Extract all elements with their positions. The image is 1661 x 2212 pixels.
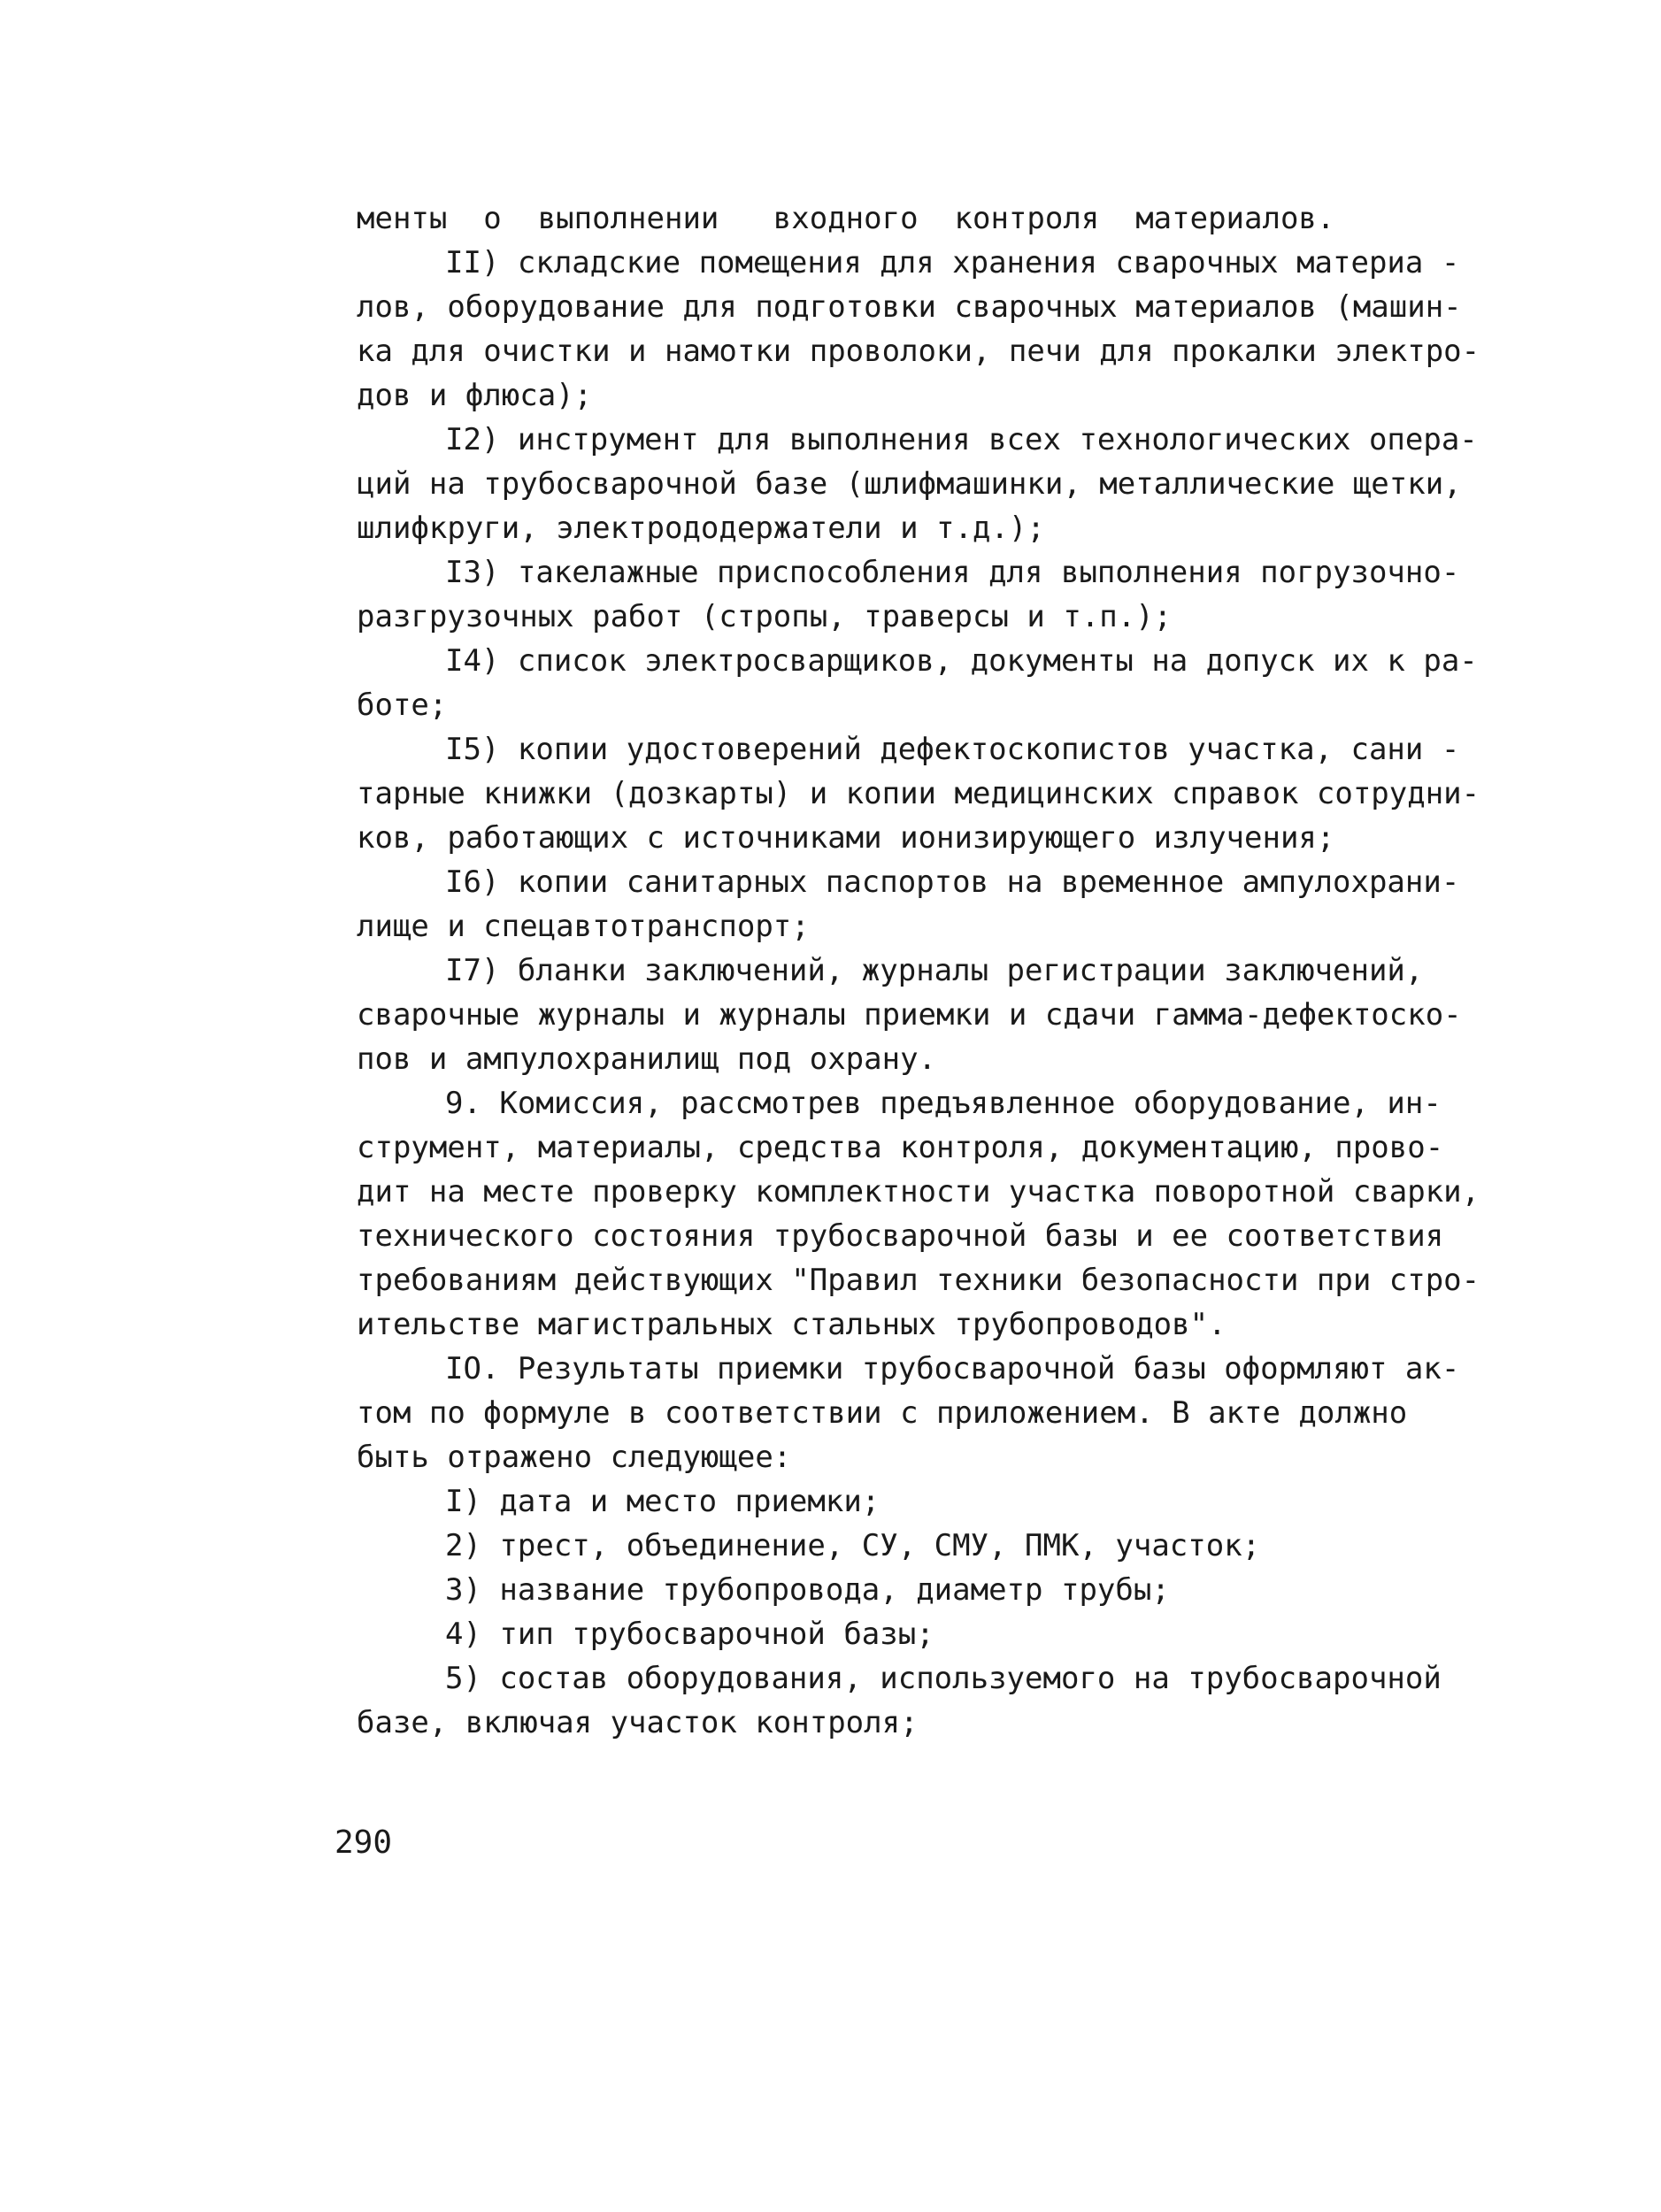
text-line: 2) трест, объединение, СУ, СМУ, ПМК, участок; xyxy=(445,1528,1261,1563)
text-line: лище и спецавтотранспорт; xyxy=(357,909,810,944)
text-line: 9. Комиссия, рассмотрев предъявленное оборудование, ин- xyxy=(445,1086,1442,1121)
text-line: II) складские помещения для хранения сварочных материа - xyxy=(445,245,1460,280)
text-line: дов и флюса); xyxy=(357,378,593,413)
text-line: I7) бланки заключений, журналы регистрации заключений, xyxy=(445,953,1424,988)
text-line: менты о выполнении входного контроля материалов. xyxy=(357,201,1335,236)
text-line: струмент, материалы, средства контроля, документацию, прово- xyxy=(357,1130,1444,1165)
text-line: ков, работающих с источниками ионизирующего излучения; xyxy=(357,820,1335,856)
text-line: требованиям действующих "Правил техники безопасности при стро- xyxy=(357,1263,1480,1298)
text-line: ка для очистки и намотки проволоки, печи для прокалки электро- xyxy=(357,334,1480,369)
text-line: дит на месте проверку комплектности участка поворотной сварки, xyxy=(357,1174,1480,1210)
text-line: том по формуле в соответствии с приложением. В акте должно xyxy=(357,1395,1408,1431)
text-line: боте; xyxy=(357,687,448,723)
text-line: 4) тип трубосварочной базы; xyxy=(445,1617,934,1652)
text-line: лов, оборудование для подготовки сварочных материалов (машин- xyxy=(357,289,1462,325)
text-line: ций на трубосварочной базе (шлифмашинки, металлические щетки, xyxy=(357,466,1462,502)
text-line: I2) инструмент для выполнения всех технологических опера- xyxy=(445,422,1478,457)
text-line: шлифкруги, электрододержатели и т.д.); xyxy=(357,511,1045,546)
text-line: сварочные журналы и журналы приемки и сдачи гамма-дефектоско- xyxy=(357,997,1462,1033)
text-line: 3) название трубопровода, диаметр трубы; xyxy=(445,1572,1170,1608)
body-text xyxy=(357,196,1489,1745)
text-line: I4) список электросварщиков, документы на допуск их к ра- xyxy=(445,643,1478,679)
page-number: 290 xyxy=(335,1824,393,1861)
text-line: быть отражено следующее: xyxy=(357,1440,792,1475)
text-line: I5) копии удостоверений дефектоскопистов участка, сани - xyxy=(445,732,1460,767)
text-line: I3) такелажные приспособления для выполнения погрузочно- xyxy=(445,555,1460,590)
text-line: I) дата и место приемки; xyxy=(445,1484,880,1519)
text-line: технического состояния трубосварочной базы и ее соответствия xyxy=(357,1218,1444,1254)
text-line: ительстве магистральных стальных трубопроводов". xyxy=(357,1307,1227,1342)
text-line: пов и ампулохранилищ под охрану. xyxy=(357,1041,937,1077)
text-line: разгрузочных работ (стропы, траверсы и т.п.); xyxy=(357,599,1173,634)
text-line: тарные книжки (дозкарты) и копии медицинских справок сотрудни- xyxy=(357,776,1480,811)
text-line: I6) копии санитарных паспортов на временное ампулохрани- xyxy=(445,864,1460,900)
text-line: базе, включая участок контроля; xyxy=(357,1705,919,1740)
text-line: 5) состав оборудования, используемого на трубосварочной xyxy=(445,1661,1442,1696)
text-line: IO. Результаты приемки трубосварочной базы оформляют ак- xyxy=(445,1351,1460,1386)
